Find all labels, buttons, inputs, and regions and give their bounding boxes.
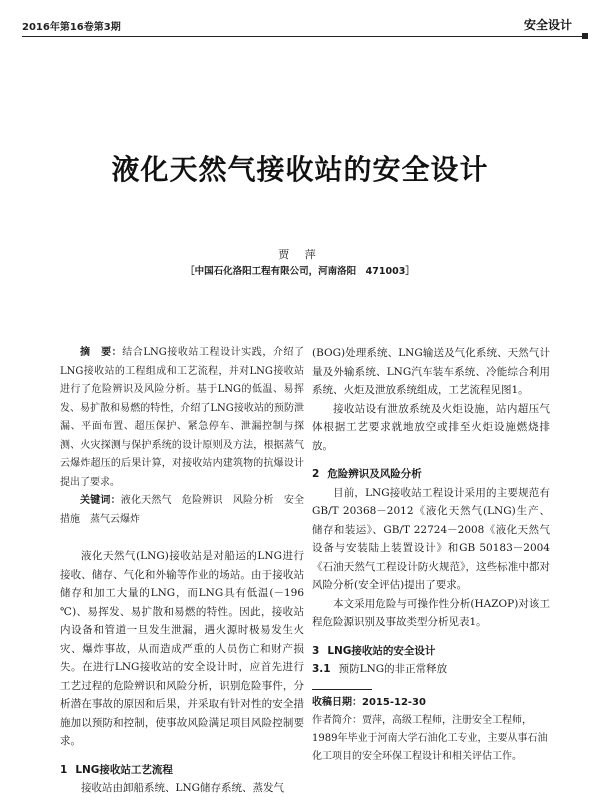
section-1-heading [60,761,304,780]
author-name: 贾 萍 [278,248,322,261]
section-3-1-heading [312,660,550,679]
section-2-paragraph-1: 目前，LNG接收站工程设计采用的主要规范有GB/T 20368－2012《液化天然气(LNG)生产、储存和装运》、GB/T 22724－2008《液化天然气设备与安装陆上装置设计》和GB 50183－2004《石油天然气工程设计防火规范》，这些标准中都对风险分析(安全评估)提出了要求。 [312,486,550,591]
section-1-title: LNG接收站工艺流程 [75,763,173,776]
keywords [60,492,304,529]
section-1-text-left: 接收站由卸船系统、LNG储存系统、蒸发气 [81,782,285,794]
paper-title: 液化天然气接收站的安全设计 [111,153,489,186]
section-1-paragraph-2: 接收站设有泄放系统及火炬设施，站内超压气体根据工艺要求就地放空或排至火炬设施燃烧排放。 [312,402,550,452]
footnote-rule [312,689,372,690]
section-3-1-number: 3.1 [312,663,331,675]
section-3-heading [312,642,550,661]
intro-paragraph: 液化天然气(LNG)接收站是对船运的LNG进行接收、储存、气化和外输等作业的场站。由于接收站储存和加工大量的LNG，而LNG具有低温(－196 ℃)、易挥发、易扩散和易燃的特性。因此，接收站内设备和管道一旦发生泄漏，遇火源时极易发生火灾、爆炸事故，从而造成严重的人员伤亡和财产损失。在进行LNG接收站的安全设计时，应首先进行工艺过程的危险辨识和风险分析，识别危险事件，分析潜在事故的原因和后果，并采取有针对性的安全措施加以预防和控制，使事故风险满足项目风险控制要求。 [60,550,304,747]
section-2-paragraph-2: 本文采用危险与可操作性分析(HAZOP)对该工程危险源识别及事故类型分析见表1。 [312,597,550,628]
header-mark [582,33,588,39]
abstract-text: 结合LNG接收站工程设计实践，介绍了LNG接收站的工程组成和工艺流程，并对LNG接收站进行了危险辨识及风险分析。基于LNG的低温、易挥发、易扩散和易燃的特性，介绍了LNG接收站的预防泄漏、平面布置、超压保护、紧急停车、泄漏控制与探测、火灾探测与保护系统的设计原则及方法，根据蒸气云爆炸超压的后果计算，对接收站内建筑物的抗爆设计提出了要求。 [60,347,304,488]
section-3-title: LNG接收站的安全设计 [327,644,436,657]
left-column [60,344,304,798]
right-column [312,344,550,766]
author-affiliation: ［中国石化洛阳工程有限公司，河南洛阳 471003］ [185,266,415,277]
running-header [22,14,588,37]
keywords-text: 液化天然气 危险辨识 风险分析 安全措施 蒸气云爆炸 [60,495,305,525]
section-3-1-title: 预防LNG的非正常释放 [338,663,448,675]
section-3-number: 3 [312,644,320,657]
received-date: 收稿日期：2015-12-30 [312,696,426,708]
section-2-heading [312,465,550,484]
keywords-label: 关键词： [80,495,121,506]
section-2-number: 2 [312,468,320,480]
journal-issue: 2016年第16卷第3期 [22,22,121,33]
section-1-number: 1 [60,763,68,776]
abstract-label: 摘 要： [80,347,123,358]
section-name: 安全设计 [523,18,572,32]
abstract [60,344,304,492]
author-bio: 作者简介：贾萍，高级工程师，注册安全工程师，1989年毕业于河南大学石油化工专业，主要从事石油化工项目的安全环保工程设计和相关评估工作。 [312,714,548,762]
section-2-title: 危险辨识及风险分析 [327,468,422,480]
section-1-text-continued: (BOG)处理系统、LNG输送及气化系统、天然气计量及外输系统、LNG汽车装车系统、冷能综合利用系统、火炬及泄放系统组成，工艺流程见图1。 [312,347,550,396]
